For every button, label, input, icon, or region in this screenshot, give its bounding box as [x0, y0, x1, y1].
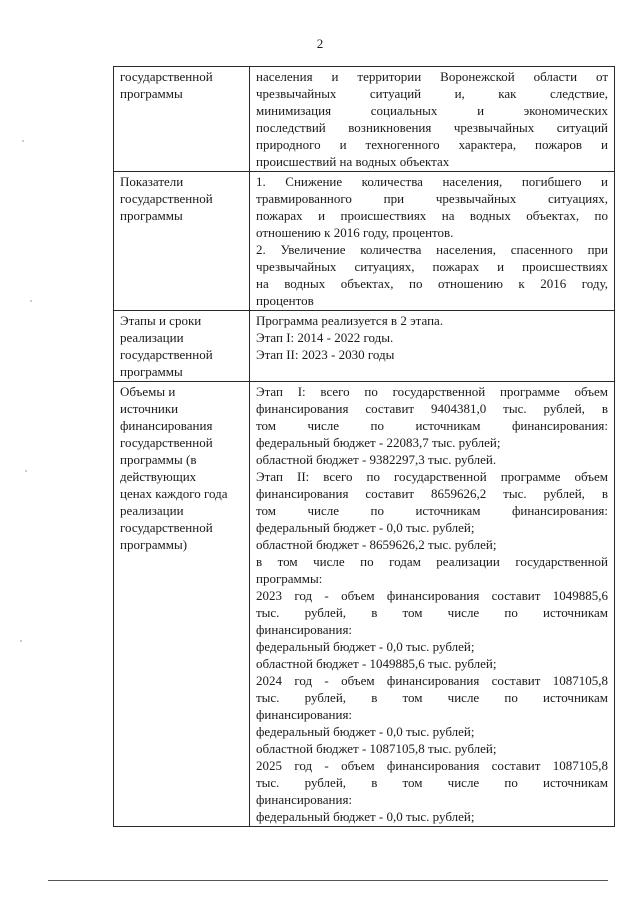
label-line: государственной [120, 347, 213, 362]
value-line: федеральный бюджет - 0,0 тыс. рублей; [256, 520, 475, 535]
label-line: Этапы и сроки [120, 313, 202, 328]
label-line: программы [120, 208, 183, 223]
value-line: федеральный бюджет - 0,0 тыс. рублей; [256, 639, 475, 654]
program-passport-table [113, 66, 615, 827]
scan-speck [22, 140, 24, 142]
label-line: государственной [120, 191, 213, 206]
table-row [114, 172, 615, 311]
label-line: программы) [120, 537, 188, 552]
label-line: реализации [120, 330, 184, 345]
label-line: государственной [120, 520, 213, 535]
table-body [114, 67, 615, 827]
table-row [114, 382, 615, 827]
value-line: программы: [256, 571, 323, 586]
value-line: финансирования: [256, 622, 353, 637]
value-line: Программа реализуется в 2 этапа. [256, 313, 444, 328]
value-line: чрезвычайных ситуаций и, как следствие, [256, 86, 608, 101]
value-line: финансирования: [256, 707, 353, 722]
row-value-cell [250, 67, 615, 172]
label-line: Объемы и [120, 384, 176, 399]
value-line: 2025 год - объем финансирования составит 1087105,8 [256, 758, 608, 773]
value-line: федеральный бюджет - 22083,7 тыс. рублей; [256, 435, 501, 450]
value-line: на водных объектах, по отношению к 2016 году, [256, 276, 608, 291]
value-line: финансирования составит 9404381,0 тыс. рублей, в [256, 401, 608, 416]
scan-speck [20, 640, 22, 642]
value-line: населения и территории Воронежской области от [256, 69, 608, 84]
value-line: минимизация социальных и экономических [256, 103, 608, 118]
row-value-cell [250, 172, 615, 311]
table-row [114, 67, 615, 172]
value-line: федеральный бюджет - 0,0 тыс. рублей; [256, 809, 475, 824]
label-line: реализации [120, 503, 184, 518]
value-line: процентов [256, 293, 314, 308]
label-line: действующих [120, 469, 197, 484]
value-line: областной бюджет - 1087105,8 тыс. рублей; [256, 741, 497, 756]
label-line: программы [120, 86, 183, 101]
label-line: программы (в [120, 452, 197, 467]
value-line: тыс. рублей, в том числе по источникам [256, 775, 608, 790]
value-line: последствий возникновения чрезвычайных ситуаций [256, 120, 608, 135]
label-line: финансирования [120, 418, 213, 433]
label-line: государственной [120, 435, 213, 450]
label-line: государственной [120, 69, 213, 84]
value-line: пожарах и происшествиях на водных объектах, по [256, 208, 608, 223]
value-line: природного и техногенного характера, пожаров и [256, 137, 608, 152]
value-line: чрезвычайных ситуациях, пожарах и происшествиях [256, 259, 608, 274]
value-line: 1. Снижение количества населения, погибшего и [256, 174, 608, 189]
value-line: том числе по источникам финансирования: [256, 418, 608, 433]
value-line: тыс. рублей, в том числе по источникам [256, 605, 608, 620]
row-label-cell [114, 67, 250, 172]
page-number: 2 [316, 36, 324, 51]
value-line: происшествий на водных объектах [256, 154, 450, 169]
value-line: областной бюджет - 8659626,2 тыс. рублей; [256, 537, 497, 552]
label-line: программы [120, 364, 183, 379]
value-line: отношению к 2016 году, процентов. [256, 225, 454, 240]
row-value-cell [250, 311, 615, 382]
row-label-cell [114, 382, 250, 827]
label-line: Показатели [120, 174, 184, 189]
scan-speck [25, 470, 27, 472]
label-line: источники [120, 401, 179, 416]
value-line: том числе по источникам финансирования: [256, 503, 608, 518]
value-line: Этап II: 2023 - 2030 годы [256, 347, 395, 362]
row-value-cell [250, 382, 615, 827]
value-line: федеральный бюджет - 0,0 тыс. рублей; [256, 724, 475, 739]
value-line: 2023 год - объем финансирования составит 1049885,6 [256, 588, 608, 603]
value-line: областной бюджет - 9382297,3 тыс. рублей. [256, 452, 497, 467]
value-line: Этап I: всего по государственной программе объем [256, 384, 608, 399]
table-row [114, 311, 615, 382]
row-label-cell [114, 172, 250, 311]
bottom-rule [48, 880, 608, 881]
value-line: областной бюджет - 1049885,6 тыс. рублей; [256, 656, 497, 671]
value-line: в том числе по годам реализации государственной [256, 554, 608, 569]
value-line: 2. Увеличение количества населения, спасенного при [256, 242, 608, 257]
value-line: 2024 год - объем финансирования составит 1087105,8 [256, 673, 608, 688]
scan-speck [30, 300, 32, 302]
row-label-cell [114, 311, 250, 382]
value-line: Этап I: 2014 - 2022 годы. [256, 330, 394, 345]
label-line: ценах каждого года [120, 486, 228, 501]
value-line: тыс. рублей, в том числе по источникам [256, 690, 608, 705]
value-line: финансирования: [256, 792, 353, 807]
value-line: травмированного при чрезвычайных ситуациях, [256, 191, 608, 206]
value-line: Этап II: всего по государственной программе объем [256, 469, 608, 484]
value-line: финансирования составит 8659626,2 тыс. рублей, в [256, 486, 608, 501]
